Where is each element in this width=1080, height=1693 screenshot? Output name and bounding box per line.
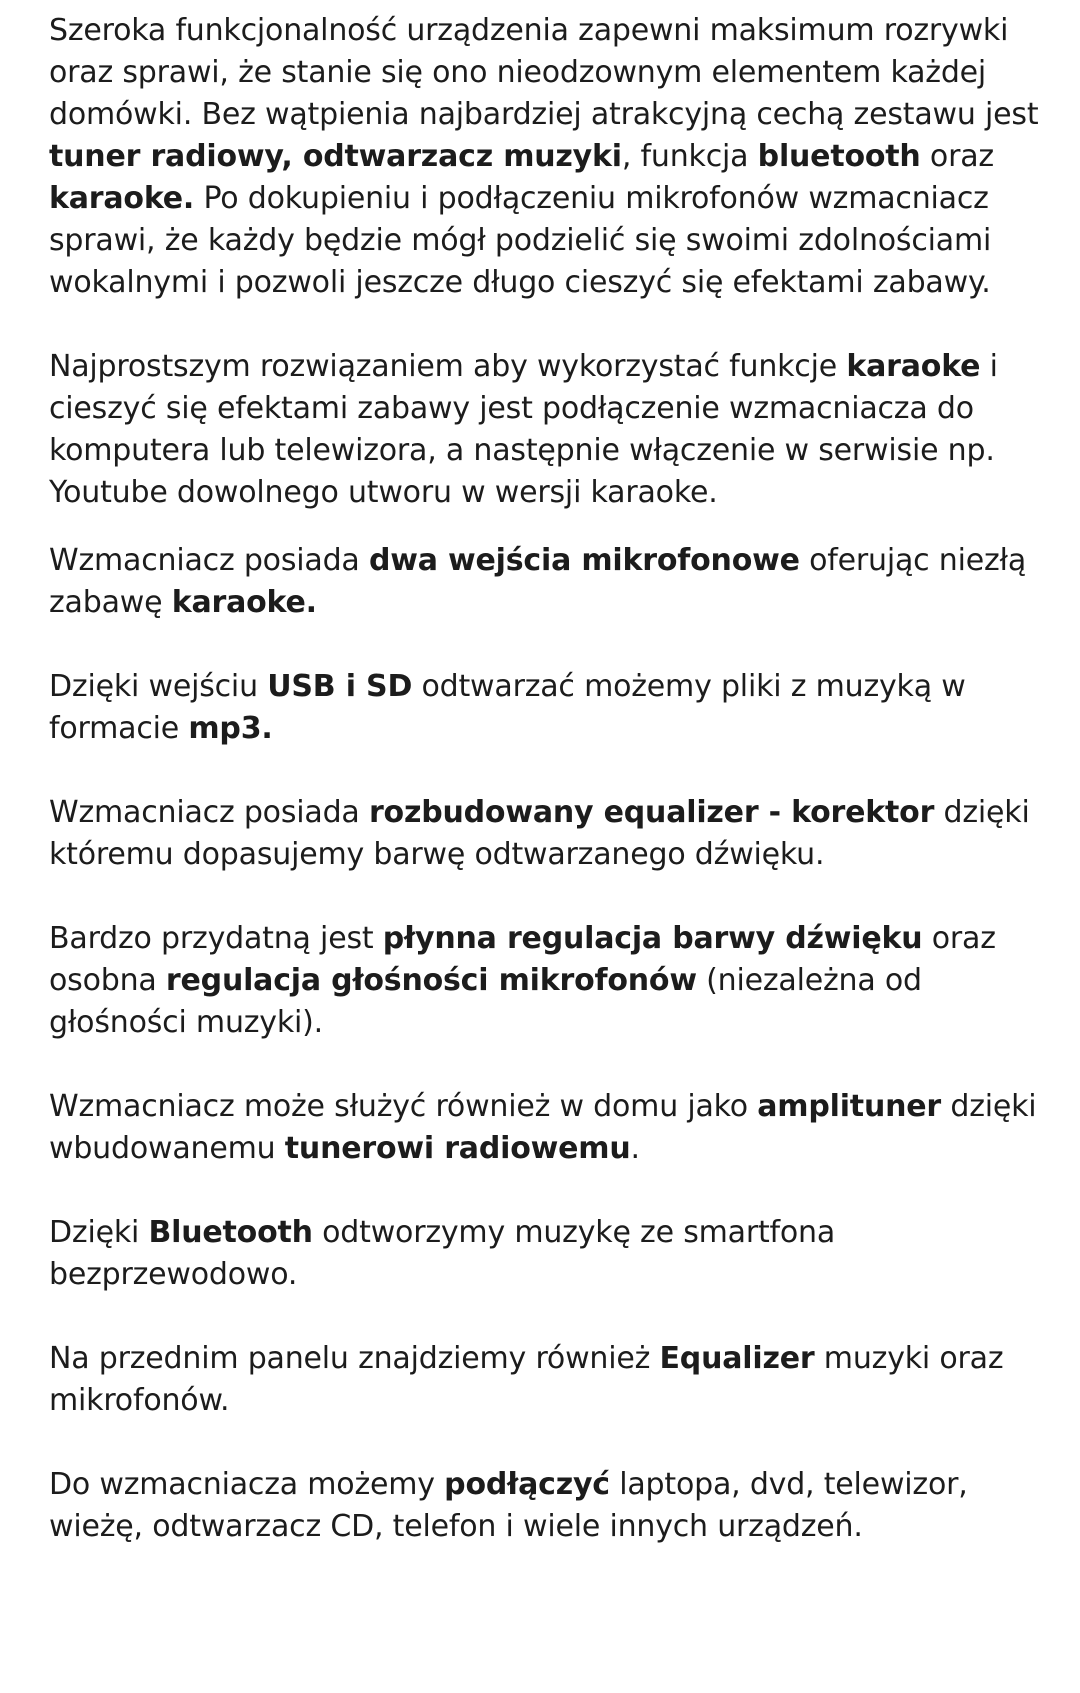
bold-text: dwa wejścia mikrofonowe (368, 543, 800, 578)
text-run: Dzięki (49, 1215, 149, 1250)
text-run: Wzmacniacz może służyć również w domu jako (49, 1089, 758, 1124)
text-run: Po dokupieniu i podłączeniu mikrofonów wzmacniacz sprawi, że każdy będzie mógł podzielić się swoimi zdolnościami wokalnymi i pozwoli jeszcze długo cieszyć się efektami zabawy. (49, 181, 992, 300)
bold-text: podłączyć (444, 1467, 610, 1502)
bold-text: karaoke. (49, 181, 195, 216)
bold-text: bluetooth (757, 139, 921, 174)
para-karaoke-howto (49, 346, 1040, 514)
bold-text: USB i SD (267, 669, 413, 704)
text-run: . (630, 1131, 640, 1166)
para-tone-control (49, 918, 1040, 1044)
text-run: Wzmacniacz posiada (49, 543, 369, 578)
text-run: Na przednim panelu znajdziemy również (49, 1341, 660, 1376)
text-run: oraz osobna (49, 921, 996, 998)
para-connectivity (49, 1464, 1040, 1548)
para-front-panel (49, 1338, 1040, 1422)
bold-text: karaoke. (171, 585, 317, 620)
bold-text: mp3. (188, 711, 273, 746)
text-run: Szeroka funkcjonalność urządzenia zapewni maksimum rozrywki oraz sprawi, że stanie się ono nieodzownym elementem każdej domówki. Bez wątpienia najbardziej atrakcyjną cechą zestawu jest (49, 13, 1039, 132)
bold-text: płynna regulacja barwy dźwięku (382, 921, 923, 956)
text-run: odtwarzać możemy pliki z muzyką w formacie (49, 669, 966, 746)
para-bluetooth (49, 1212, 1040, 1296)
text-run: Bardzo przydatną jest (49, 921, 383, 956)
para-amplituner (49, 1086, 1040, 1170)
text-run: i cieszyć się efektami zabawy jest podłączenie wzmacniacza do komputera lub telewizora, a następnie włączenie w serwisie np. Youtube dowolnego utworu w wersji karaoke. (49, 349, 998, 510)
bold-text: tuner radiowy, odtwarzacz muzyki (49, 139, 622, 174)
bold-text: Equalizer (659, 1341, 815, 1376)
text-run: (niezależna od głośności muzyki). (49, 963, 922, 1040)
text-run: oraz (920, 139, 994, 174)
text-run: laptopa, dvd, telewizor, wieżę, odtwarzacz CD, telefon i wiele innych urządzeń. (49, 1467, 968, 1544)
text-run: Najprostszym rozwiązaniem aby wykorzystać funkcje (49, 349, 847, 384)
text-run: odtworzymy muzykę ze smartfona bezprzewodowo. (49, 1215, 836, 1292)
text-run: dzięki któremu dopasujemy barwę odtwarzanego dźwięku. (49, 795, 1030, 872)
bold-text: regulacja głośności mikrofonów (165, 963, 697, 998)
bold-text: rozbudowany equalizer - korektor (368, 795, 935, 830)
text-run: dzięki wbudowanemu (49, 1089, 1037, 1166)
para-usb-sd (49, 666, 1040, 750)
text-run: Do wzmacniacza możemy (49, 1467, 445, 1502)
text-run: muzyki oraz mikrofonów. (49, 1341, 1004, 1418)
bold-text: amplituner (757, 1089, 942, 1124)
text-run: oferując niezłą zabawę (49, 543, 1027, 620)
text-run: Wzmacniacz posiada (49, 795, 369, 830)
bold-text: tunerowi radiowemu (284, 1131, 631, 1166)
text-run: Dzięki wejściu (49, 669, 268, 704)
bold-text: karaoke (846, 349, 981, 384)
para-equalizer (49, 792, 1040, 876)
text-run: , funkcja (621, 139, 758, 174)
bold-text: Bluetooth (148, 1215, 313, 1250)
para-mic-inputs (49, 540, 1040, 624)
para-functionality (49, 10, 1040, 304)
